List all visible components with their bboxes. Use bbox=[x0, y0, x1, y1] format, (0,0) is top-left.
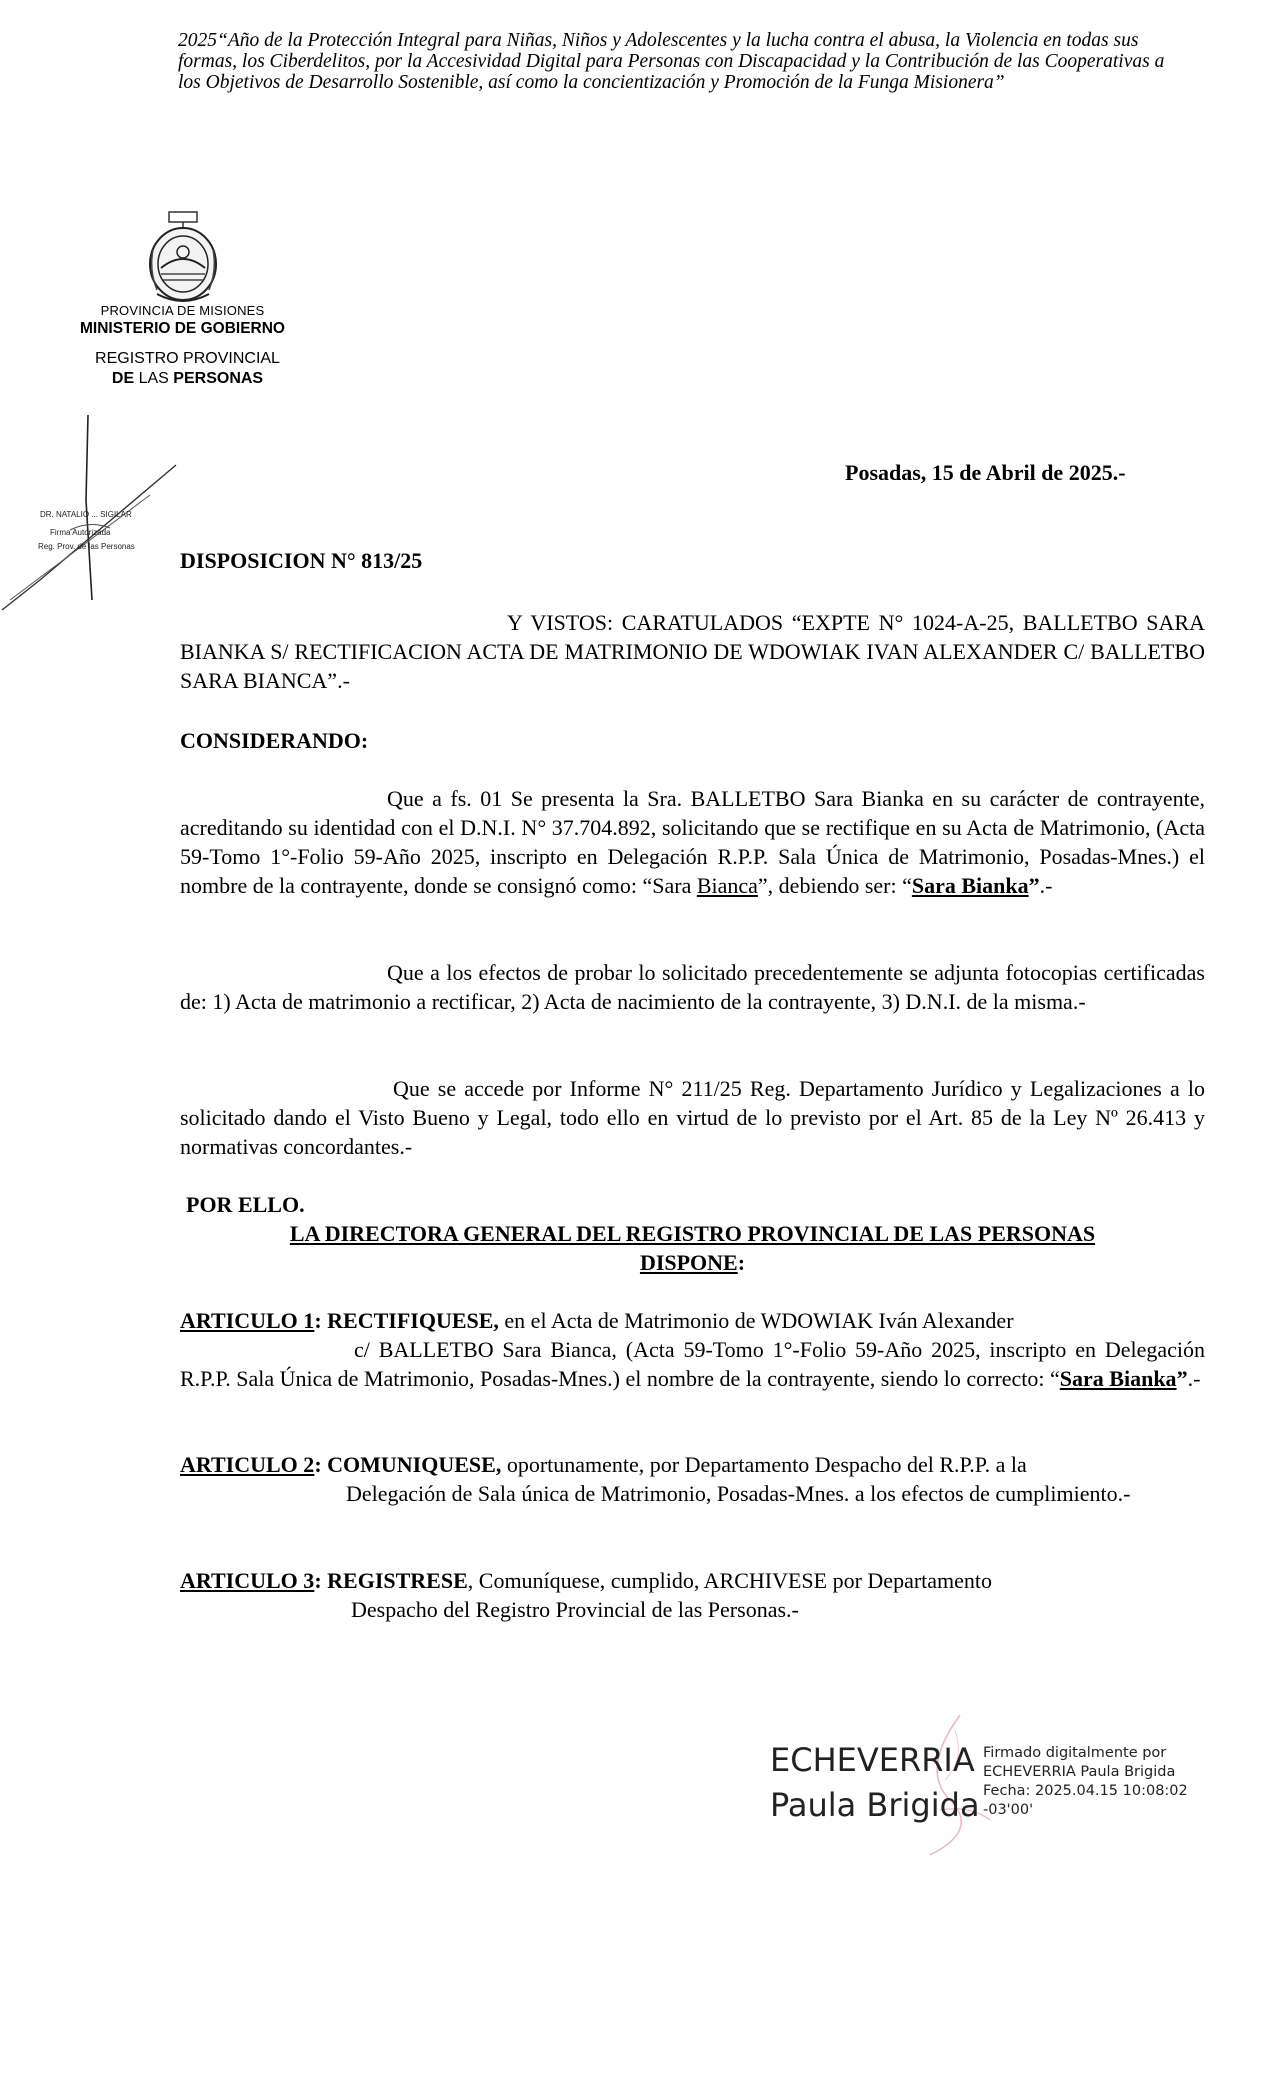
stamp-line-2: Firma Autorizada bbox=[50, 528, 111, 537]
considerando-paragraph-2 bbox=[180, 958, 1205, 1016]
considerando-paragraph-3 bbox=[180, 1074, 1205, 1161]
considerando-paragraph-1 bbox=[180, 784, 1205, 900]
article-3 bbox=[180, 1566, 1205, 1624]
signer-name bbox=[770, 1738, 980, 1828]
dispone-colon: : bbox=[737, 1250, 746, 1275]
digital-signature-details bbox=[983, 1744, 1188, 1820]
article-3-label: ARTICULO 3 bbox=[180, 1568, 315, 1593]
article-3-verb: REGISTRESE bbox=[327, 1568, 468, 1593]
registry-label-line2 bbox=[60, 370, 315, 388]
article-2-label: ARTICULO 2 bbox=[180, 1452, 315, 1477]
article-3-text2: Despacho del Registro Provincial de las Personas.- bbox=[351, 1597, 799, 1622]
p1-end: .- bbox=[1039, 873, 1053, 898]
p1-text: Que a fs. 01 Se presenta la Sra. BALLETBO Sara Bianka en su carácter de contrayente, acreditando su identidad con el D.N.I. N° 37.704.892, solicitando que se rectifique en su Acta de Matrimonio, (Acta 59-Tomo 1°-Folio 59-Año 2025, inscripto en Delegación R.P.P. Sala Única de Matrimonio, Posadas-Mnes.) el nombre de la contrayente, donde se consignó como: “Sara bbox=[180, 786, 1205, 898]
ministry-label: MINISTERIO DE GOBIERNO bbox=[80, 320, 285, 337]
article-1-end: .- bbox=[1187, 1366, 1201, 1391]
stamp-line-1: DR. NATALIO ... SIGILAR bbox=[40, 510, 132, 519]
document-date: Posadas, 15 de Abril de 2025.- bbox=[845, 460, 1126, 485]
article-1-emph: Sara Bianka bbox=[1059, 1366, 1177, 1391]
article-1-text1: en el Acta de Matrimonio de WDOWIAK Iván Alexander bbox=[498, 1308, 1014, 1333]
signer-given-names: Paula Brigida bbox=[770, 1786, 980, 1824]
sig-meta-line: Fecha: 2025.04.15 10:08:02 bbox=[983, 1783, 1188, 1799]
p2-text: Que a los efectos de probar lo solicitado precedentemente se adjunta fotocopias certificadas de: 1) Acta de matrimonio a rectificar, 2) Acta de nacimiento de la contrayente, 3) D.N.I. de la misma.- bbox=[180, 960, 1205, 1014]
p1-mid: ”, debiendo ser: “ bbox=[757, 873, 912, 898]
registry-label-line1: REGISTRO PROVINCIAL bbox=[95, 350, 280, 367]
article-2-text1: oportunamente, por Departamento Despacho del R.P.P. a la bbox=[501, 1452, 1027, 1477]
disposition-title: DISPOSICION N° 813/25 bbox=[180, 548, 423, 573]
vistos-paragraph bbox=[180, 608, 1205, 695]
sig-meta-line: Firmado digitalmente por bbox=[983, 1745, 1167, 1761]
p1-end-quote: ” bbox=[1028, 873, 1040, 898]
authority-heading bbox=[180, 1219, 1205, 1277]
authority-title: LA DIRECTORA GENERAL DEL REGISTRO PROVINCIAL DE LAS PERSONAS bbox=[289, 1221, 1096, 1246]
article-2-text2: Delegación de Sala única de Matrimonio, Posadas-Mnes. a los efectos de cumplimiento.- bbox=[346, 1481, 1131, 1506]
article-1-label: ARTICULO 1 bbox=[180, 1308, 315, 1333]
article-1-close: ” bbox=[1176, 1366, 1188, 1391]
p3-text: Que se accede por Informe N° 211/25 Reg. Departamento Jurídico y Legalizaciones a lo solicitado dando el Visto Bueno y Legal, todo ello en virtud de lo previsto por el Art. 85 de la Ley Nº 26.413 y normativas concordantes.- bbox=[180, 1076, 1205, 1159]
year-motto: 2025“Año de la Protección Integral para Niñas, Niños y Adolescentes y la lucha contra el abusa, la Violencia en todas sus formas, los Ciberdelitos, por la Accesividad Digital para Personas con Discapacidad y la Contribución de las Cooperativas a los Objetivos de Desarrollo Sostenible, así como la concientización y Promoción de la Funga Misionera” bbox=[178, 30, 1165, 93]
article-3-text1: , Comuníquese, cumplido, ARCHIVESE por Departamento bbox=[467, 1568, 993, 1593]
province-label: PROVINCIA DE MISIONES bbox=[100, 303, 265, 318]
signer-surname: ECHEVERRIA bbox=[770, 1741, 975, 1779]
article-1 bbox=[180, 1306, 1205, 1393]
registry-las: LAS bbox=[138, 370, 169, 387]
sig-meta-line: -03'00' bbox=[983, 1802, 1034, 1818]
registry-de: DE bbox=[111, 370, 135, 387]
p1-wrong-name: Bianca bbox=[696, 873, 758, 898]
p1-correct-name: Sara Bianka bbox=[911, 873, 1029, 898]
article-1-verb: RECTIFIQUESE, bbox=[327, 1308, 499, 1333]
por-ello: POR ELLO. bbox=[186, 1192, 305, 1217]
article-1-text2: c/ BALLETBO Sara Bianca, (Acta 59-Tomo 1°-Folio 59-Año 2025, inscripto en Delegación R.P.P. Sala Única de Matrimonio, Posadas-Mnes.) el nombre de la contrayente, siendo lo correcto: “ bbox=[180, 1337, 1205, 1391]
considerando-heading: CONSIDERANDO: bbox=[180, 728, 369, 753]
article-1-colon: : bbox=[314, 1308, 322, 1333]
stamp-line-3: Reg. Prov. de las Personas bbox=[38, 542, 135, 551]
article-2-verb: COMUNIQUESE, bbox=[327, 1452, 502, 1477]
vistos-text: Y VISTOS: CARATULADOS “EXPTE N° 1024-A-25, BALLETBO SARA BIANKA S/ RECTIFICACION ACTA DE MATRIMONIO DE WDOWIAK IVAN ALEXANDER C/ BALLETBO SARA BIANCA”.- bbox=[180, 610, 1205, 693]
article-3-colon: : bbox=[314, 1568, 322, 1593]
sig-meta-line: ECHEVERRIA Paula Brigida bbox=[983, 1764, 1176, 1780]
article-2-colon: : bbox=[314, 1452, 322, 1477]
dispone-label: DISPONE bbox=[639, 1250, 738, 1275]
provincial-seal-icon bbox=[143, 210, 223, 306]
registry-personas: PERSONAS bbox=[173, 370, 264, 387]
article-2 bbox=[180, 1450, 1205, 1508]
